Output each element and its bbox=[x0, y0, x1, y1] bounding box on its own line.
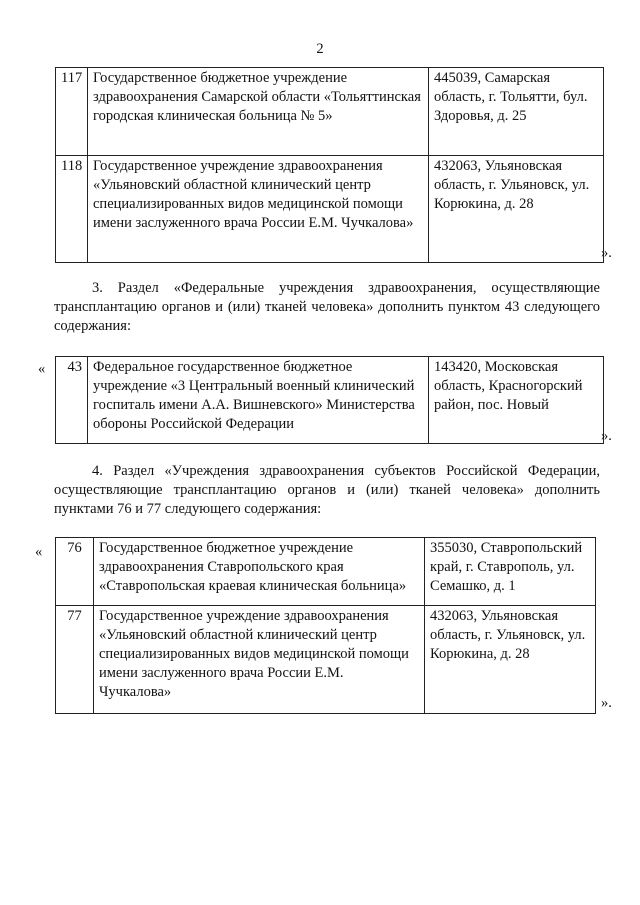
institution-name: Государственное учреждение здравоохранения «Ульяновский областной клинический центр специализированных видов медицинской помощи имени заслуженного врача России Е.М. Чучкалова» bbox=[88, 156, 429, 263]
institution-name: Государственное бюджетное учреждение здравоохранения Самарской области «Тольяттинская городская клиническая больница № 5» bbox=[88, 68, 429, 156]
page-number: 2 bbox=[316, 41, 324, 57]
institution-address: 432063, Ульяновская область, г. Ульяновск, ул. Корюкина, д. 28 bbox=[429, 156, 604, 263]
row-number: 43 bbox=[56, 357, 88, 444]
table-row bbox=[56, 156, 604, 263]
table-row bbox=[56, 357, 604, 444]
paragraph-3-text: 3. Раздел «Федеральные учреждения здравоохранения, осуществляющие трансплантацию органов и (или) тканей человека» дополнить пунктом 43 следующего содержания: bbox=[54, 280, 600, 334]
institution-address: 445039, Самарская область, г. Тольятти, бул. Здоровья, д. 25 bbox=[429, 68, 604, 156]
opening-quote: « bbox=[35, 544, 43, 560]
institution-address: 143420, Московская область, Красногорский район, пос. Новый bbox=[429, 357, 604, 444]
row-number: 77 bbox=[56, 606, 94, 714]
table-row bbox=[56, 538, 596, 606]
table-row bbox=[56, 606, 596, 714]
institution-name: Государственное учреждение здравоохранения «Ульяновский областной клинический центр специализированных видов медицинской помощи имени заслуженного врача России Е.М. Чучкалова» bbox=[94, 606, 425, 714]
institution-address: 432063, Ульяновская область, г. Ульяновск, ул. Корюкина, д. 28 bbox=[425, 606, 596, 714]
closing-quote: ». bbox=[601, 695, 612, 711]
row-number: 76 bbox=[56, 538, 94, 606]
paragraph-3 bbox=[54, 279, 600, 336]
paragraph-4-text: 4. Раздел «Учреждения здравоохранения субъектов Российской Федерации, осуществляющие трансплантацию органов и (или) тканей человека» дополнить пунктами 76 и 77 следующего содержания: bbox=[54, 463, 600, 517]
opening-quote: « bbox=[38, 361, 46, 377]
institution-address: 355030, Ставропольский край, г. Ставрополь, ул. Семашко, д. 1 bbox=[425, 538, 596, 606]
institution-name: Государственное бюджетное учреждение здравоохранения Ставропольского края «Ставропольская краевая клиническая больница» bbox=[94, 538, 425, 606]
closing-quote: ». bbox=[601, 428, 612, 444]
table-section2-continuation bbox=[55, 67, 604, 263]
table-row bbox=[56, 68, 604, 156]
closing-quote: ». bbox=[601, 245, 612, 261]
institution-name: Федеральное государственное бюджетное учреждение «3 Центральный военный клинический госпиталь имени А.А. Вишневского» Министерства обороны Российской Федерации bbox=[88, 357, 429, 444]
table-section3-addition bbox=[55, 356, 604, 444]
paragraph-4 bbox=[54, 462, 600, 519]
row-number: 118 bbox=[56, 156, 88, 263]
row-number: 117 bbox=[56, 68, 88, 156]
table-section4-addition bbox=[55, 537, 596, 714]
